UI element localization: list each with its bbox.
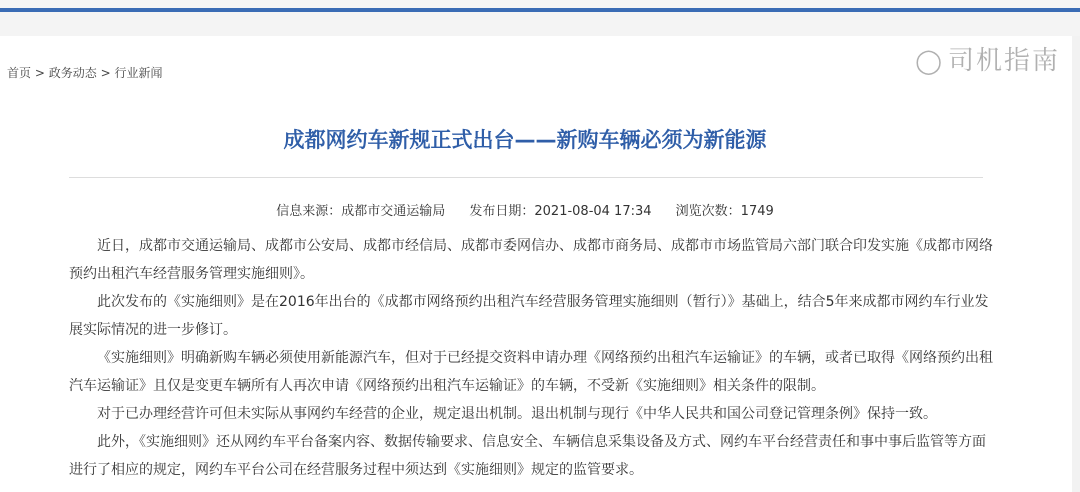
top-bar (0, 0, 1080, 8)
paragraph: 对于已办理经营许可但未实际从事网约车经营的企业，规定退出机制。退出机制与现行《中华人民共和国公司登记管理条例》保持一致。 (97, 406, 937, 422)
view-count: 浏览次数：1749 (675, 204, 774, 219)
wechat-watermark-icon: ◯ (915, 47, 942, 75)
watermark: 司机指南 (947, 46, 1060, 76)
paragraph: 近日，成都市交通运输局、成都市公安局、成都市经信局、成都市委网信办、成都市商务局、成都市市场监管局六部门联合印发实施《成都市网络预约出租汽车经营服务管理实施细则》。 (69, 238, 993, 282)
article-body (69, 232, 995, 484)
article-meta (0, 200, 1050, 219)
source: 信息来源：成都市交通运输局 (276, 204, 446, 219)
nav-band (0, 12, 1080, 36)
breadcrumb-news[interactable]: 政务动态 (48, 66, 97, 80)
breadcrumb-home[interactable]: 首页 (7, 66, 32, 80)
paragraph: 此次发布的《实施细则》是在2016年出台的《成都市网络预约出租汽车经营服务管理实施细则（暂行）》基础上，结合5年来成都市网约车行业发展实际情况的进一步修订。 (69, 294, 989, 338)
paragraph: 《实施细则》明确新购车辆必须使用新能源汽车，但对于已经提交资料申请办理《网络预约出租汽车运输证》的车辆，或者已取得《网络预约出租汽车运输证》且仅是变更车辆所有人再次申请《网络预约出租汽车运输证》的车辆，不受新《实施细则》相关条件的限制。 (69, 350, 993, 394)
breadcrumb-industry[interactable]: 行业新闻 (114, 66, 163, 80)
breadcrumb-sep: > (100, 66, 111, 80)
divider (69, 177, 983, 178)
article-title: 成都网约车新规正式出台——新购车辆必须为新能源 (283, 128, 767, 152)
publish-date: 发布日期：2021-08-04 17:34 (469, 204, 652, 219)
breadcrumb-sep: > (34, 66, 45, 80)
paragraph: 此外，《实施细则》还从网约车平台备案内容、数据传输要求、信息安全、车辆信息采集设备及方式、网约车平台经营责任和事中事后监管等方面进行了相应的规定，网约车平台公司在经营服务过程中须达到《实施细则》规定的监管要求。 (69, 434, 986, 478)
breadcrumb (7, 64, 162, 81)
scrollbar[interactable] (1072, 36, 1080, 492)
watermark-group (915, 46, 1060, 76)
